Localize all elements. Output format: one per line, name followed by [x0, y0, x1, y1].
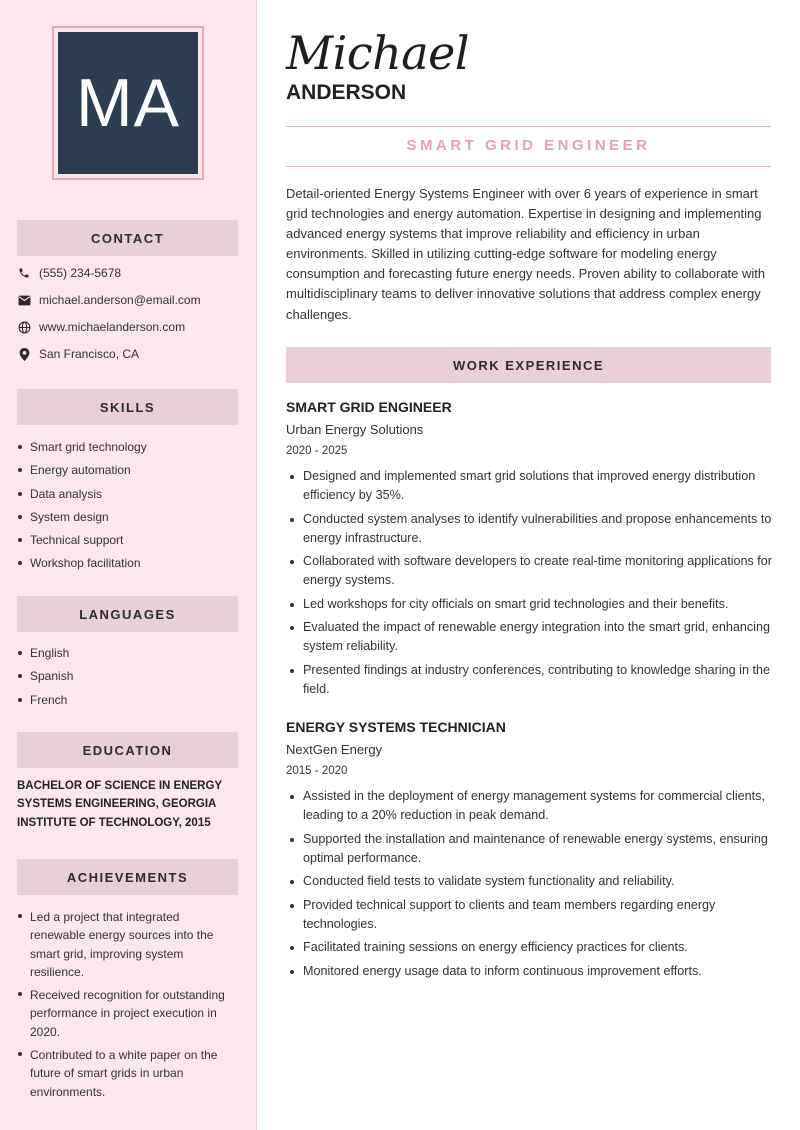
- job-dates: 2020 - 2025: [286, 445, 348, 457]
- contact-website[interactable]: [17, 320, 185, 334]
- list-item: Smart grid technology: [17, 439, 237, 462]
- job-bullets: [286, 787, 774, 985]
- contact-website-text: www.michaelanderson.com: [39, 320, 186, 334]
- summary: Detail-oriented Energy Systems Engineer with over 6 years of experience in smart grid technologies and energy automation. Expertise in designing and implementing advanced energy systems that improve reliability and efficiency in urban environments. Skilled in utilizing cutting-edge software for modeling energy consumption and forecasting future energy needs. Proven ability to collaborate with multidisciplinary teams to deliver innovative solutions that address complex energy challenges.: [286, 186, 766, 322]
- list-item: Evaluated the impact of renewable energy integration into the smart grid, enhancing system reliability.: [286, 618, 774, 656]
- job-bullets: [286, 467, 774, 703]
- list-item: Conducted system analyses to identify vulnerabilities and propose enhancements to energy infrastructure.: [286, 510, 774, 548]
- job-dates: 2015 - 2020: [286, 765, 348, 777]
- achievements-list: [17, 908, 237, 1106]
- list-item: Provided technical support to clients and team members regarding energy technologies.: [286, 896, 774, 934]
- monogram-frame: [52, 26, 204, 180]
- list-item: System design: [17, 509, 237, 532]
- list-item: Contributed to a white paper on the future of smart grids in urban environments.: [17, 1046, 237, 1101]
- contact-email-text: michael.anderson@email.com: [39, 293, 201, 307]
- list-item: English: [17, 645, 237, 668]
- email-icon: [17, 293, 31, 307]
- job-company: NextGen Energy: [286, 742, 383, 757]
- achievements-heading: ACHIEVEMENTS: [17, 859, 238, 895]
- list-item: Collaborated with software developers to create real-time monitoring applications for energy systems.: [286, 552, 774, 590]
- list-item: Designed and implemented smart grid solutions that improved energy distribution efficiency by 35%.: [286, 467, 774, 505]
- education-heading: EDUCATION: [17, 732, 238, 768]
- divider: [286, 166, 771, 167]
- divider: [286, 126, 771, 127]
- list-item: Led a project that integrated renewable energy sources into the smart grid, improving system resilience.: [17, 908, 237, 981]
- contact-email[interactable]: [17, 293, 201, 307]
- list-item: Conducted field tests to validate system functionality and reliability.: [286, 872, 774, 891]
- contact-location: [17, 347, 139, 361]
- list-item: Assisted in the deployment of energy management systems for commercial clients, leading to a 20% reduction in peak demand.: [286, 787, 774, 825]
- globe-icon: [17, 320, 31, 334]
- list-item: Data analysis: [17, 486, 237, 509]
- sidebar: [0, 0, 257, 1130]
- last-name: ANDERSON: [286, 81, 407, 104]
- phone-icon: [17, 266, 31, 280]
- list-item: Spanish: [17, 668, 237, 691]
- list-item: Energy automation: [17, 462, 237, 485]
- contact-phone-text: (555) 234-5678: [39, 266, 122, 280]
- skills-heading: SKILLS: [17, 389, 238, 425]
- list-item: Presented findings at industry conferences, contributing to knowledge sharing in the field.: [286, 661, 774, 699]
- languages-list: [17, 645, 237, 715]
- list-item: Workshop facilitation: [17, 555, 237, 578]
- contact-heading: CONTACT: [17, 220, 238, 256]
- languages-heading: LANGUAGES: [17, 596, 238, 632]
- contact-location-text: San Francisco, CA: [39, 347, 140, 361]
- list-item: Led workshops for city officials on smart grid technologies and their benefits.: [286, 595, 774, 614]
- job-title-heading: SMART GRID ENGINEER: [406, 137, 651, 154]
- contact-phone[interactable]: [17, 266, 121, 280]
- list-item: Technical support: [17, 532, 237, 555]
- list-item: Received recognition for outstanding performance in project execution in 2020.: [17, 986, 237, 1041]
- location-pin-icon: [17, 347, 31, 361]
- job-company: Urban Energy Solutions: [286, 422, 424, 437]
- list-item: Supported the installation and maintenance of renewable energy systems, ensuring optimal performance.: [286, 830, 774, 868]
- list-item: French: [17, 692, 237, 715]
- job-title: ENERGY SYSTEMS TECHNICIAN: [286, 719, 506, 735]
- job-title: SMART GRID ENGINEER: [286, 399, 452, 415]
- list-item: Facilitated training sessions on energy efficiency practices for clients.: [286, 938, 774, 957]
- first-name: Michael: [286, 26, 470, 80]
- education-entry: BACHELOR OF SCIENCE IN ENERGY SYSTEMS ENGINEERING, GEORGIA INSTITUTE OF TECHNOLOGY, 2015: [17, 780, 222, 829]
- skills-list: [17, 439, 237, 579]
- monogram: MA: [58, 32, 198, 174]
- list-item: Monitored energy usage data to inform continuous improvement efforts.: [286, 962, 774, 981]
- work-experience-heading: WORK EXPERIENCE: [286, 347, 771, 383]
